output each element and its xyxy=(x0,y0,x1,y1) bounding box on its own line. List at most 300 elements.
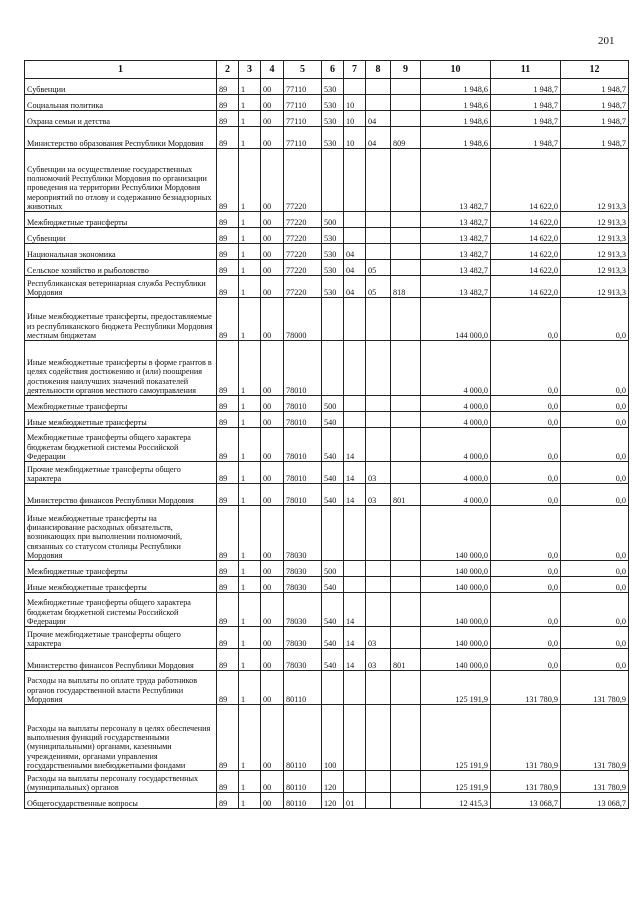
code-col-3: 1 xyxy=(239,79,261,95)
code-col-9 xyxy=(391,705,421,771)
code-col-9: 809 xyxy=(391,127,421,149)
code-col-6 xyxy=(322,298,344,341)
code-col-3: 1 xyxy=(239,111,261,127)
code-col-2: 89 xyxy=(217,428,239,462)
amount-col-12: 12 913,3 xyxy=(561,212,629,228)
code-col-3: 1 xyxy=(239,649,261,671)
code-col-2: 89 xyxy=(217,627,239,649)
code-col-6: 530 xyxy=(322,260,344,276)
code-col-6: 500 xyxy=(322,561,344,577)
row-name: Прочие межбюджетные трансферты общего характера xyxy=(25,627,217,649)
table-row xyxy=(25,212,629,228)
code-col-2: 89 xyxy=(217,771,239,793)
code-col-6: 100 xyxy=(322,705,344,771)
row-name: Межбюджетные трансферты общего характера бюджетам бюджетной системы Российской Федерации xyxy=(25,428,217,462)
code-col-6 xyxy=(322,506,344,561)
code-col-7 xyxy=(344,705,366,771)
code-col-2: 89 xyxy=(217,212,239,228)
code-col-2: 89 xyxy=(217,561,239,577)
code-col-7: 04 xyxy=(344,244,366,260)
code-col-7 xyxy=(344,561,366,577)
code-col-5: 78010 xyxy=(284,412,322,428)
code-col-7 xyxy=(344,506,366,561)
amount-col-11: 14 622,0 xyxy=(491,260,561,276)
code-col-8: 05 xyxy=(366,260,391,276)
amount-col-12: 0,0 xyxy=(561,506,629,561)
amount-col-12: 0,0 xyxy=(561,462,629,484)
code-col-6: 540 xyxy=(322,627,344,649)
code-col-2: 89 xyxy=(217,298,239,341)
column-header-9: 9 xyxy=(391,61,421,79)
code-col-2: 89 xyxy=(217,228,239,244)
code-col-6: 500 xyxy=(322,396,344,412)
code-col-4: 00 xyxy=(261,95,284,111)
code-col-5: 78010 xyxy=(284,462,322,484)
code-col-9 xyxy=(391,95,421,111)
amount-col-11: 0,0 xyxy=(491,428,561,462)
code-col-9 xyxy=(391,341,421,396)
code-col-9 xyxy=(391,298,421,341)
amount-col-12: 0,0 xyxy=(561,649,629,671)
column-header-4: 4 xyxy=(261,61,284,79)
amount-col-11: 14 622,0 xyxy=(491,212,561,228)
amount-col-10: 140 000,0 xyxy=(421,506,491,561)
amount-col-12: 1 948,7 xyxy=(561,95,629,111)
amount-col-11: 0,0 xyxy=(491,649,561,671)
code-col-3: 1 xyxy=(239,127,261,149)
table-row xyxy=(25,671,629,705)
row-name: Субвенции xyxy=(25,79,217,95)
row-name: Расходы на выплаты персоналу в целях обеспечения выполнения функций государственными (муниципальными) органами, казенными учреждениями, органами управления государственными внебюджетными фондами xyxy=(25,705,217,771)
code-col-2: 89 xyxy=(217,111,239,127)
row-name: Общегосударственные вопросы xyxy=(25,793,217,809)
code-col-6: 540 xyxy=(322,577,344,593)
code-col-7: 14 xyxy=(344,462,366,484)
row-name: Субвенции на осуществление государственных полномочий Республики Мордовия по организации проведения на территории Республики Мордовия мероприятий по отлову и содержанию безнадзорных животных xyxy=(25,149,217,212)
code-col-2: 89 xyxy=(217,149,239,212)
code-col-4: 00 xyxy=(261,771,284,793)
amount-col-11: 131 780,9 xyxy=(491,671,561,705)
amount-col-10: 140 000,0 xyxy=(421,627,491,649)
code-col-7 xyxy=(344,149,366,212)
row-name: Министерство финансов Республики Мордовия xyxy=(25,484,217,506)
code-col-2: 89 xyxy=(217,793,239,809)
table-row xyxy=(25,341,629,396)
amount-col-11: 0,0 xyxy=(491,341,561,396)
code-col-6: 530 xyxy=(322,276,344,298)
table-row xyxy=(25,276,629,298)
code-col-9 xyxy=(391,212,421,228)
code-col-2: 89 xyxy=(217,671,239,705)
code-col-4: 00 xyxy=(261,212,284,228)
code-col-5: 78000 xyxy=(284,298,322,341)
code-col-9 xyxy=(391,771,421,793)
amount-col-10: 1 948,6 xyxy=(421,127,491,149)
amount-col-11: 14 622,0 xyxy=(491,149,561,212)
code-col-6 xyxy=(322,671,344,705)
amount-col-11: 131 780,9 xyxy=(491,771,561,793)
code-col-3: 1 xyxy=(239,771,261,793)
code-col-5: 80110 xyxy=(284,793,322,809)
code-col-8 xyxy=(366,212,391,228)
code-col-2: 89 xyxy=(217,127,239,149)
code-col-8 xyxy=(366,428,391,462)
code-col-9 xyxy=(391,506,421,561)
amount-col-10: 13 482,7 xyxy=(421,244,491,260)
code-col-7 xyxy=(344,412,366,428)
table-row xyxy=(25,577,629,593)
code-col-4: 00 xyxy=(261,671,284,705)
amount-col-12: 0,0 xyxy=(561,298,629,341)
row-name: Межбюджетные трансферты общего характера бюджетам бюджетной системы Российской Федерации xyxy=(25,593,217,627)
code-col-4: 00 xyxy=(261,577,284,593)
code-col-8 xyxy=(366,298,391,341)
code-col-5: 78010 xyxy=(284,428,322,462)
code-col-4: 00 xyxy=(261,627,284,649)
amount-col-10: 125 191,9 xyxy=(421,771,491,793)
table-row xyxy=(25,793,629,809)
table-row xyxy=(25,771,629,793)
code-col-6: 540 xyxy=(322,649,344,671)
amount-col-11: 13 068,7 xyxy=(491,793,561,809)
code-col-5: 78010 xyxy=(284,484,322,506)
code-col-3: 1 xyxy=(239,428,261,462)
amount-col-11: 14 622,0 xyxy=(491,276,561,298)
code-col-5: 77110 xyxy=(284,127,322,149)
code-col-9 xyxy=(391,228,421,244)
code-col-5: 77220 xyxy=(284,212,322,228)
row-name: Иные межбюджетные трансферты, предоставляемые из республиканского бюджета Республики Мордовия местным бюджетам xyxy=(25,298,217,341)
amount-col-10: 4 000,0 xyxy=(421,462,491,484)
code-col-7: 14 xyxy=(344,627,366,649)
code-col-7 xyxy=(344,298,366,341)
code-col-8: 03 xyxy=(366,649,391,671)
row-name: Расходы на выплаты по оплате труда работников органов государственной власти Республики Мордовия xyxy=(25,671,217,705)
column-header-7: 7 xyxy=(344,61,366,79)
amount-col-12: 0,0 xyxy=(561,341,629,396)
code-col-2: 89 xyxy=(217,577,239,593)
code-col-5: 78030 xyxy=(284,506,322,561)
code-col-8 xyxy=(366,671,391,705)
row-name: Социальная политика xyxy=(25,95,217,111)
table-row xyxy=(25,506,629,561)
row-name: Республиканская ветеринарная служба Республики Мордовия xyxy=(25,276,217,298)
budget-table xyxy=(24,60,629,809)
code-col-5: 78030 xyxy=(284,561,322,577)
code-col-7 xyxy=(344,771,366,793)
code-col-4: 00 xyxy=(261,412,284,428)
row-name: Иные межбюджетные трансферты xyxy=(25,577,217,593)
amount-col-11: 14 622,0 xyxy=(491,228,561,244)
column-header-3: 3 xyxy=(239,61,261,79)
row-name: Иные межбюджетные трансферты xyxy=(25,412,217,428)
column-header-11: 11 xyxy=(491,61,561,79)
code-col-9: 818 xyxy=(391,276,421,298)
code-col-3: 1 xyxy=(239,627,261,649)
amount-col-10: 4 000,0 xyxy=(421,396,491,412)
table-row xyxy=(25,593,629,627)
table-row xyxy=(25,111,629,127)
code-col-4: 00 xyxy=(261,649,284,671)
code-col-9 xyxy=(391,428,421,462)
table-row xyxy=(25,260,629,276)
amount-col-11: 1 948,7 xyxy=(491,79,561,95)
code-col-8 xyxy=(366,577,391,593)
code-col-3: 1 xyxy=(239,705,261,771)
code-col-4: 00 xyxy=(261,462,284,484)
column-header-8: 8 xyxy=(366,61,391,79)
code-col-5: 78030 xyxy=(284,649,322,671)
code-col-3: 1 xyxy=(239,149,261,212)
code-col-9 xyxy=(391,462,421,484)
code-col-4: 00 xyxy=(261,276,284,298)
code-col-8 xyxy=(366,244,391,260)
code-col-4: 00 xyxy=(261,506,284,561)
code-col-9 xyxy=(391,260,421,276)
code-col-6: 540 xyxy=(322,593,344,627)
code-col-2: 89 xyxy=(217,593,239,627)
amount-col-12: 13 068,7 xyxy=(561,793,629,809)
amount-col-10: 140 000,0 xyxy=(421,593,491,627)
code-col-7 xyxy=(344,341,366,396)
amount-col-12: 12 913,3 xyxy=(561,228,629,244)
amount-col-12: 0,0 xyxy=(561,627,629,649)
code-col-5: 80110 xyxy=(284,671,322,705)
code-col-6: 540 xyxy=(322,428,344,462)
amount-col-10: 1 948,6 xyxy=(421,95,491,111)
row-name: Субвенции xyxy=(25,228,217,244)
amount-col-12: 131 780,9 xyxy=(561,771,629,793)
amount-col-11: 1 948,7 xyxy=(491,95,561,111)
amount-col-12: 0,0 xyxy=(561,428,629,462)
amount-col-10: 4 000,0 xyxy=(421,412,491,428)
code-col-3: 1 xyxy=(239,462,261,484)
amount-col-12: 0,0 xyxy=(561,593,629,627)
amount-col-11: 1 948,7 xyxy=(491,111,561,127)
code-col-5: 78030 xyxy=(284,593,322,627)
code-col-4: 00 xyxy=(261,561,284,577)
code-col-3: 1 xyxy=(239,593,261,627)
code-col-9 xyxy=(391,593,421,627)
code-col-2: 89 xyxy=(217,462,239,484)
column-header-5: 5 xyxy=(284,61,322,79)
code-col-7: 04 xyxy=(344,260,366,276)
code-col-8: 04 xyxy=(366,127,391,149)
column-header-10: 10 xyxy=(421,61,491,79)
amount-col-10: 4 000,0 xyxy=(421,484,491,506)
code-col-9: 801 xyxy=(391,484,421,506)
code-col-8 xyxy=(366,341,391,396)
amount-col-11: 0,0 xyxy=(491,561,561,577)
amount-col-11: 0,0 xyxy=(491,627,561,649)
table-row xyxy=(25,462,629,484)
table-row xyxy=(25,228,629,244)
table-row xyxy=(25,79,629,95)
code-col-5: 77220 xyxy=(284,260,322,276)
code-col-2: 89 xyxy=(217,412,239,428)
amount-col-10: 13 482,7 xyxy=(421,149,491,212)
row-name: Сельское хозяйство и рыболовство xyxy=(25,260,217,276)
code-col-7: 10 xyxy=(344,111,366,127)
table-row xyxy=(25,561,629,577)
code-col-5: 77110 xyxy=(284,111,322,127)
code-col-7: 04 xyxy=(344,276,366,298)
code-col-9 xyxy=(391,627,421,649)
amount-col-12: 0,0 xyxy=(561,484,629,506)
code-col-8 xyxy=(366,79,391,95)
row-name: Прочие межбюджетные трансферты общего характера xyxy=(25,462,217,484)
code-col-5: 77110 xyxy=(284,79,322,95)
amount-col-11: 0,0 xyxy=(491,484,561,506)
code-col-5: 80110 xyxy=(284,705,322,771)
amount-col-11: 0,0 xyxy=(491,298,561,341)
code-col-6: 500 xyxy=(322,212,344,228)
amount-col-10: 13 482,7 xyxy=(421,212,491,228)
code-col-5: 77220 xyxy=(284,244,322,260)
table-row xyxy=(25,396,629,412)
code-col-9 xyxy=(391,111,421,127)
code-col-5: 77220 xyxy=(284,149,322,212)
code-col-2: 89 xyxy=(217,79,239,95)
code-col-4: 00 xyxy=(261,149,284,212)
code-col-7: 14 xyxy=(344,428,366,462)
code-col-6: 530 xyxy=(322,79,344,95)
code-col-5: 77220 xyxy=(284,276,322,298)
code-col-3: 1 xyxy=(239,298,261,341)
amount-col-10: 12 415,3 xyxy=(421,793,491,809)
code-col-3: 1 xyxy=(239,506,261,561)
amount-col-11: 0,0 xyxy=(491,396,561,412)
amount-col-12: 12 913,3 xyxy=(561,260,629,276)
code-col-6: 120 xyxy=(322,771,344,793)
code-col-6: 540 xyxy=(322,412,344,428)
code-col-4: 00 xyxy=(261,484,284,506)
code-col-5: 77110 xyxy=(284,95,322,111)
code-col-9: 801 xyxy=(391,649,421,671)
code-col-3: 1 xyxy=(239,228,261,244)
code-col-6: 530 xyxy=(322,127,344,149)
table-row xyxy=(25,412,629,428)
column-header-6: 6 xyxy=(322,61,344,79)
code-col-7 xyxy=(344,79,366,95)
code-col-4: 00 xyxy=(261,79,284,95)
code-col-9 xyxy=(391,396,421,412)
code-col-5: 78030 xyxy=(284,577,322,593)
code-col-4: 00 xyxy=(261,260,284,276)
code-col-2: 89 xyxy=(217,244,239,260)
table-row xyxy=(25,428,629,462)
row-name: Иные межбюджетные трансферты в форме грантов в целях содействия достижению и (или) поощрения достижения наилучших значений показателей деятельности органов местного самоуправления xyxy=(25,341,217,396)
page-number: 201 xyxy=(598,35,615,47)
row-name: Иные межбюджетные трансферты на финансирование расходных обязательств, возникающих при выполнении полномочий, связанных со статусом столицы Республики Мордовия xyxy=(25,506,217,561)
amount-col-10: 4 000,0 xyxy=(421,341,491,396)
code-col-2: 89 xyxy=(217,341,239,396)
code-col-4: 00 xyxy=(261,244,284,260)
code-col-9 xyxy=(391,561,421,577)
code-col-4: 00 xyxy=(261,111,284,127)
amount-col-11: 0,0 xyxy=(491,506,561,561)
amount-col-11: 131 780,9 xyxy=(491,705,561,771)
code-col-3: 1 xyxy=(239,276,261,298)
code-col-9 xyxy=(391,79,421,95)
table-header xyxy=(25,61,629,79)
code-col-6: 530 xyxy=(322,244,344,260)
column-header-1: 1 xyxy=(25,61,217,79)
amount-col-12: 1 948,7 xyxy=(561,79,629,95)
code-col-4: 00 xyxy=(261,793,284,809)
code-col-8 xyxy=(366,396,391,412)
code-col-5: 78010 xyxy=(284,396,322,412)
code-col-3: 1 xyxy=(239,561,261,577)
column-header-12: 12 xyxy=(561,61,629,79)
code-col-8: 03 xyxy=(366,462,391,484)
header-row xyxy=(25,61,629,79)
code-col-7: 10 xyxy=(344,95,366,111)
amount-col-12: 0,0 xyxy=(561,396,629,412)
row-name: Межбюджетные трансферты xyxy=(25,212,217,228)
code-col-7 xyxy=(344,228,366,244)
code-col-7: 01 xyxy=(344,793,366,809)
code-col-3: 1 xyxy=(239,244,261,260)
code-col-4: 00 xyxy=(261,228,284,244)
code-col-3: 1 xyxy=(239,212,261,228)
amount-col-11: 0,0 xyxy=(491,593,561,627)
code-col-2: 89 xyxy=(217,396,239,412)
code-col-3: 1 xyxy=(239,671,261,705)
code-col-6: 540 xyxy=(322,484,344,506)
code-col-9 xyxy=(391,577,421,593)
row-name: Министерство финансов Республики Мордовия xyxy=(25,649,217,671)
table-body xyxy=(25,79,629,809)
amount-col-10: 140 000,0 xyxy=(421,561,491,577)
code-col-7: 14 xyxy=(344,649,366,671)
table-row xyxy=(25,705,629,771)
amount-col-10: 144 000,0 xyxy=(421,298,491,341)
code-col-3: 1 xyxy=(239,577,261,593)
amount-col-11: 0,0 xyxy=(491,577,561,593)
code-col-3: 1 xyxy=(239,484,261,506)
code-col-4: 00 xyxy=(261,428,284,462)
amount-col-12: 131 780,9 xyxy=(561,671,629,705)
code-col-2: 89 xyxy=(217,649,239,671)
code-col-6: 530 xyxy=(322,95,344,111)
amount-col-12: 0,0 xyxy=(561,577,629,593)
column-header-2: 2 xyxy=(217,61,239,79)
code-col-3: 1 xyxy=(239,95,261,111)
amount-col-10: 4 000,0 xyxy=(421,428,491,462)
amount-col-11: 0,0 xyxy=(491,412,561,428)
amount-col-11: 14 622,0 xyxy=(491,244,561,260)
code-col-2: 89 xyxy=(217,276,239,298)
code-col-6: 530 xyxy=(322,228,344,244)
code-col-3: 1 xyxy=(239,412,261,428)
code-col-9 xyxy=(391,149,421,212)
code-col-2: 89 xyxy=(217,484,239,506)
table-row xyxy=(25,484,629,506)
code-col-3: 1 xyxy=(239,260,261,276)
table-row xyxy=(25,244,629,260)
code-col-5: 78010 xyxy=(284,341,322,396)
row-name: Охрана семьи и детства xyxy=(25,111,217,127)
code-col-8 xyxy=(366,95,391,111)
table-row xyxy=(25,298,629,341)
code-col-7 xyxy=(344,396,366,412)
code-col-8 xyxy=(366,593,391,627)
table-row xyxy=(25,649,629,671)
row-name: Национальная экономика xyxy=(25,244,217,260)
row-name: Межбюджетные трансферты xyxy=(25,561,217,577)
code-col-8 xyxy=(366,412,391,428)
